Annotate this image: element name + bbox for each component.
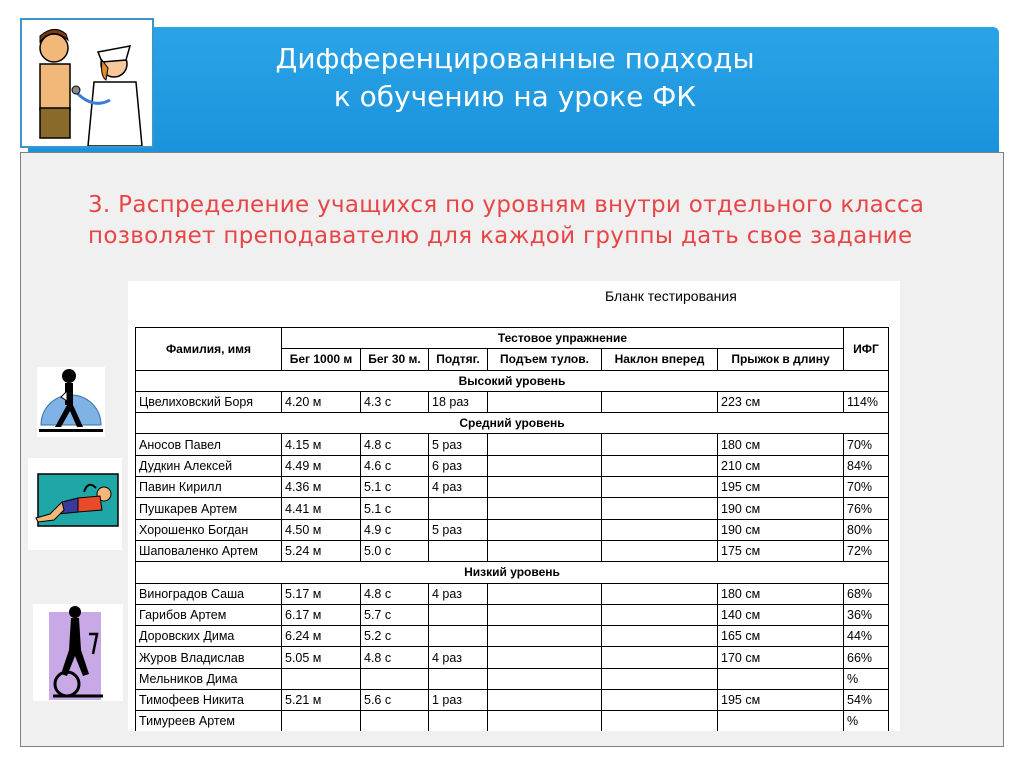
header-ifg: ИФГ	[844, 328, 889, 371]
table-cell: 170 см	[718, 647, 844, 668]
table-row	[136, 434, 889, 455]
table-cell: 4.8 с	[361, 647, 429, 668]
table-cell	[361, 711, 429, 731]
table-cell: 66%	[844, 647, 889, 668]
table-cell	[429, 668, 488, 689]
table-cell: Аносов Павел	[136, 434, 282, 455]
table-cell	[718, 668, 844, 689]
table-cell	[602, 626, 718, 647]
header-run-1000: Бег 1000 м	[282, 349, 361, 370]
table-cell	[488, 626, 602, 647]
table-cell: 5.2 с	[361, 626, 429, 647]
table-cell	[602, 477, 718, 498]
table-cell	[602, 391, 718, 412]
table-cell: Доровских Дима	[136, 626, 282, 647]
table-cell	[602, 668, 718, 689]
table-cell: 5.1 с	[361, 498, 429, 519]
table-cell: Павин Кирилл	[136, 477, 282, 498]
header-run-30: Бег 30 м.	[361, 349, 429, 370]
table-cell	[602, 647, 718, 668]
table-cell: 190 см	[718, 498, 844, 519]
table-cell: 5.24 м	[282, 540, 361, 561]
table-cell: 4.20 м	[282, 391, 361, 412]
table-cell	[488, 477, 602, 498]
table-cell: 4.15 м	[282, 434, 361, 455]
table-cell: 5.17 м	[282, 583, 361, 604]
level-label: Высокий уровень	[136, 370, 889, 391]
level-row	[136, 562, 889, 583]
table-cell: Хорошенко Богдан	[136, 519, 282, 540]
subtitle-text: 3. Распределение учащихся по уровням внутри отдельного класса позволяет преподавателю для каждой группы дать свое задание	[88, 192, 925, 249]
table-cell: 195 см	[718, 690, 844, 711]
table-cell	[602, 604, 718, 625]
header-test-group: Тестовое упражнение	[282, 328, 844, 349]
table-cell: 4.9 с	[361, 519, 429, 540]
table-cell: 5.21 м	[282, 690, 361, 711]
table-cell: Журов Владислав	[136, 647, 282, 668]
table-cell	[602, 498, 718, 519]
table-cell: 5.1 с	[361, 477, 429, 498]
table-cell: 5 раз	[429, 434, 488, 455]
table-cell: Пушкарев Артем	[136, 498, 282, 519]
table-cell: 4.36 м	[282, 477, 361, 498]
table-cell: 6 раз	[429, 455, 488, 476]
table-cell: Дудкин Алексей	[136, 455, 282, 476]
level-row	[136, 370, 889, 391]
table-row	[136, 519, 889, 540]
doctor-clipart	[20, 18, 154, 148]
table-cell: Тимофеев Никита	[136, 690, 282, 711]
table-body	[136, 370, 889, 731]
slide-title	[160, 40, 870, 116]
level-label: Низкий уровень	[136, 562, 889, 583]
table-cell	[488, 711, 602, 731]
table-cell	[488, 498, 602, 519]
table-cell: 4.3 с	[361, 391, 429, 412]
table-cell: 70%	[844, 434, 889, 455]
table-cell	[282, 711, 361, 731]
table-cell: 84%	[844, 455, 889, 476]
table-cell	[488, 604, 602, 625]
header-pullups: Подтяг.	[429, 349, 488, 370]
table-cell: 36%	[844, 604, 889, 625]
table-cell: 5.6 с	[361, 690, 429, 711]
results-table	[135, 327, 889, 731]
testing-form	[128, 281, 900, 731]
weightlifter-clipart	[37, 367, 105, 437]
table-cell	[429, 626, 488, 647]
table-cell: 4.8 с	[361, 583, 429, 604]
table-row	[136, 668, 889, 689]
table-cell: 4 раз	[429, 477, 488, 498]
table-cell: 165 см	[718, 626, 844, 647]
form-title: Бланк тестирования	[605, 288, 737, 304]
table-row	[136, 711, 889, 731]
table-cell: 4.8 с	[361, 434, 429, 455]
table-cell: 4.50 м	[282, 519, 361, 540]
table-cell: 80%	[844, 519, 889, 540]
table-row	[136, 477, 889, 498]
header-name: Фамилия, имя	[136, 328, 282, 371]
table-header-row	[136, 328, 889, 349]
table-cell	[429, 498, 488, 519]
table-cell: Шаповаленко Артем	[136, 540, 282, 561]
table-cell	[602, 519, 718, 540]
header-jump: Прыжок в длину	[718, 349, 844, 370]
table-cell: 223 см	[718, 391, 844, 412]
table-cell: 5.7 с	[361, 604, 429, 625]
table-cell: Цвелиховский Боря	[136, 391, 282, 412]
table-cell	[488, 690, 602, 711]
table-cell: 72%	[844, 540, 889, 561]
table-cell: 5.0 с	[361, 540, 429, 561]
table-cell: 4 раз	[429, 647, 488, 668]
table-cell	[488, 668, 602, 689]
table-cell: %	[844, 668, 889, 689]
table-cell: 68%	[844, 583, 889, 604]
table-cell	[488, 519, 602, 540]
table-cell: 54%	[844, 690, 889, 711]
table-cell: 190 см	[718, 519, 844, 540]
table-cell: 180 см	[718, 434, 844, 455]
table-cell: 4.41 м	[282, 498, 361, 519]
table-cell	[488, 583, 602, 604]
table-row	[136, 391, 889, 412]
table-cell: 1 раз	[429, 690, 488, 711]
table-cell	[602, 690, 718, 711]
table-row	[136, 690, 889, 711]
table-cell	[602, 711, 718, 731]
table-cell: 6.24 м	[282, 626, 361, 647]
title-line-1: Дифференцированные подходы	[275, 42, 755, 75]
table-cell	[488, 391, 602, 412]
table-cell	[488, 647, 602, 668]
table-cell: 210 см	[718, 455, 844, 476]
header-situps: Подъем тулов.	[488, 349, 602, 370]
table-cell: 44%	[844, 626, 889, 647]
table-cell	[602, 540, 718, 561]
table-cell	[602, 434, 718, 455]
table-cell: 195 см	[718, 477, 844, 498]
table-cell	[429, 604, 488, 625]
table-row	[136, 540, 889, 561]
table-cell	[602, 583, 718, 604]
exercise-bike-clipart	[33, 604, 123, 701]
table-cell: 5 раз	[429, 519, 488, 540]
table-cell: Тимуреев Артем	[136, 711, 282, 731]
table-row	[136, 583, 889, 604]
table-row	[136, 604, 889, 625]
table-cell	[488, 434, 602, 455]
table-cell: 175 см	[718, 540, 844, 561]
table-cell	[429, 540, 488, 561]
table-cell: 4.49 м	[282, 455, 361, 476]
table-cell: Гарибов Артем	[136, 604, 282, 625]
table-cell: Мельников Дима	[136, 668, 282, 689]
table-cell: 114%	[844, 391, 889, 412]
table-cell: 4 раз	[429, 583, 488, 604]
table-cell	[488, 540, 602, 561]
table-cell	[602, 455, 718, 476]
level-label: Средний уровень	[136, 413, 889, 434]
header-bend: Наклон вперед	[602, 349, 718, 370]
title-line-2: к обучению на уроке ФК	[333, 80, 697, 113]
table-cell: 76%	[844, 498, 889, 519]
table-cell	[429, 711, 488, 731]
table-row	[136, 455, 889, 476]
table-cell: 18 раз	[429, 391, 488, 412]
table-cell	[282, 668, 361, 689]
table-row	[136, 498, 889, 519]
situps-clipart	[28, 458, 122, 550]
table-cell	[488, 455, 602, 476]
table-cell	[361, 668, 429, 689]
table-row	[136, 647, 889, 668]
table-cell: 70%	[844, 477, 889, 498]
level-row	[136, 413, 889, 434]
table-row	[136, 626, 889, 647]
table-cell: 4.6 с	[361, 455, 429, 476]
table-cell: 140 см	[718, 604, 844, 625]
table-cell: 180 см	[718, 583, 844, 604]
table-cell: Виноградов Саша	[136, 583, 282, 604]
table-cell: %	[844, 711, 889, 731]
table-cell: 6.17 м	[282, 604, 361, 625]
table-cell: 5.05 м	[282, 647, 361, 668]
table-cell	[718, 711, 844, 731]
